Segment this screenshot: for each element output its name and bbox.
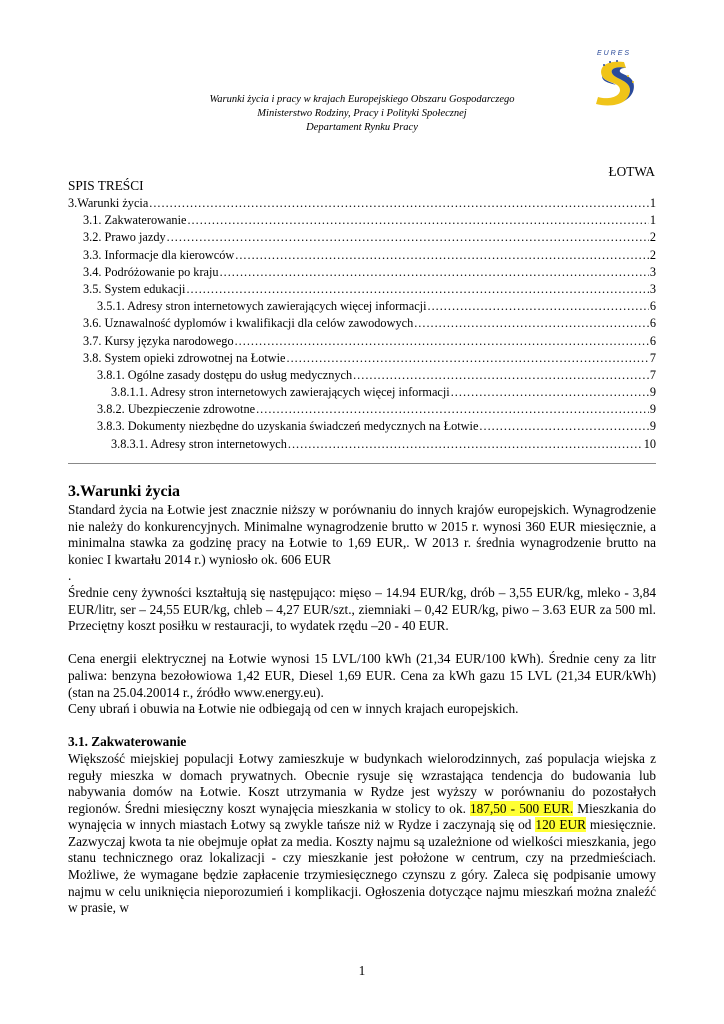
toc-dots — [187, 212, 648, 229]
toc-entry[interactable] — [68, 298, 656, 315]
paragraph — [68, 751, 656, 917]
toc-entry-page: 7 — [649, 367, 656, 382]
toc-entry-page: 2 — [649, 247, 656, 262]
toc-entry[interactable] — [68, 436, 656, 453]
highlighted-text: 187,50 - 500 EUR. — [470, 800, 574, 816]
subsection-heading: 3.1. Zakwaterowanie — [68, 734, 187, 750]
toc-dots — [167, 229, 649, 246]
toc-entry-page: 10 — [643, 436, 656, 451]
toc-entry-label: 3.4. Podróżowanie po kraju — [83, 264, 219, 279]
toc-entry[interactable] — [68, 333, 656, 350]
toc-entry[interactable] — [68, 350, 656, 367]
toc-entry-label: 3.7. Kursy języka narodowego — [83, 333, 234, 348]
toc-entry-label: 3.8.1. Ogólne zasady dostępu do usług medycznych — [97, 367, 353, 382]
header-line-1: Warunki życia i pracy w krajach Europejskiego Obszaru Gospodarczego — [209, 94, 515, 105]
toc-entry-page: 9 — [649, 402, 656, 417]
toc-entry-page: 9 — [649, 419, 656, 434]
toc-dots — [287, 350, 649, 367]
logo-text: EURES — [596, 50, 632, 57]
toc-entry-label: 3.3. Informacje dla kierowców — [83, 247, 235, 262]
toc-entry-page: 9 — [649, 385, 656, 400]
paragraph-dot: . — [68, 568, 72, 584]
table-of-contents — [68, 195, 656, 453]
toc-dots — [414, 315, 649, 332]
text-segment: Mieszkania do wynajęcia w innych miastach Łotwy są zwykle tańsze niż w Rydze i zaczynają się od — [68, 800, 656, 833]
header-line-2: Ministerstwo Rodziny, Pracy i Polityki Społecznej — [257, 108, 467, 119]
toc-entry-label: 3.1. Zakwaterowanie — [83, 213, 187, 228]
paragraph: Standard życia na Łotwie jest znacznie niższy w porównaniu do innych krajów europejskich. Wynagrodzenie nie należy do konkurencyjnych. Minimalne wynagrodzenie brutto w 2015 r. wynosi 360 EUR miesięcznie, a minimalna stawka za godzinę pracy na Łotwie to 1,69 EUR,. W 2013 r. średnia wynagrodzenie brutto na koniec I kwartału 2014 r.) wyniosło ok. 606 EUR — [68, 502, 656, 567]
toc-dots — [451, 384, 649, 401]
toc-entry[interactable] — [68, 212, 656, 229]
toc-entry[interactable] — [68, 384, 656, 401]
toc-dots — [353, 367, 649, 384]
toc-dots — [428, 298, 649, 315]
toc-entry[interactable] — [68, 247, 656, 264]
toc-title: SPIS TREŚCI — [68, 178, 144, 193]
paragraph: Ceny ubrań i obuwia na Łotwie nie odbiegają od cen w innych krajach europejskich. — [68, 701, 519, 717]
toc-entry-label: 3.6. Uznawalność dyplomów i kwalifikacji dla celów zawodowych — [83, 316, 414, 331]
toc-entry-label: 3.8.1.1. Adresy stron internetowych zawierających więcej informacji — [111, 385, 450, 400]
toc-entry[interactable] — [68, 367, 656, 384]
toc-dots — [186, 281, 648, 298]
toc-entry[interactable] — [68, 281, 656, 298]
page-number: 1 — [358, 963, 366, 978]
toc-entry-page: 3 — [649, 281, 656, 296]
toc-entry-label: 3.8.3.1. Adresy stron internetowych — [111, 436, 287, 451]
toc-entry[interactable] — [68, 195, 656, 212]
text-segment: Większość miejskiej populacji Łotwy zamieszkuje w budynkach wielorodzinnych, zaś populacja wiejska z reguły mieszka w domach prywatnych. Obecnie rysuje się wzrastająca tendencja do budowania lub nabywania domów na Łotwie. Koszt utrzymania w Rydze jest wyższy w porównaniu do pozostałych regionów. Średni miesięczny koszt wynajęcia mieszkania w stolicy to ok. — [68, 750, 656, 816]
toc-entry[interactable] — [68, 315, 656, 332]
paragraph: Średnie ceny żywności kształtują się następująco: mięso – 14.94 EUR/kg, drób – 3,55 EUR/kg, mleko - 3,84 EUR/litr, ser – 24,55 EUR/kg, chleb – 4,27 EUR/szt., ziemniaki – 0,42 EUR/kg, piwo – 3.63 EUR za 500 ml. Przeciętny koszt posiłku w restauracji, to wydatek rzędu –20 - 40 EUR. — [68, 584, 656, 634]
toc-dots — [256, 401, 649, 418]
toc-entry[interactable] — [68, 401, 656, 418]
toc-dots — [235, 247, 649, 264]
toc-entry-label: 3.Warunki życia — [68, 196, 149, 210]
country-title: ŁOTWA — [608, 164, 655, 179]
toc-entry-page: 3 — [649, 264, 656, 279]
toc-entry[interactable] — [68, 229, 656, 246]
toc-entry-label: 3.2. Prawo jazdy — [83, 230, 166, 245]
section-heading: 3.Warunki życia — [68, 483, 181, 500]
toc-entry[interactable] — [68, 264, 656, 281]
paragraph: Cena energii elektrycznej na Łotwie wynosi 15 LVL/100 kWh (21,34 EUR/100 kWh). Średnie ceny za litr paliwa: benzyna bezołowiowa 1,42 EUR, Diesel 1,69 EUR. Cena za kWh gazu 15 LVL (21,34 EUR/kWh) (stan na 25.04.20014 r., źródło www.energy.eu). — [68, 651, 656, 700]
toc-dots — [235, 333, 649, 350]
document-body — [68, 482, 656, 917]
toc-dots — [479, 418, 648, 435]
toc-entry-label: 3.8.2. Ubezpieczenie zdrowotne — [97, 402, 256, 417]
toc-entry-label: 3.8. System opieki zdrowotnej na Łotwie — [83, 350, 286, 365]
header-line-3: Departament Rynku Pracy — [306, 122, 418, 133]
toc-entry-page: 1 — [649, 196, 656, 210]
toc-dots — [288, 436, 643, 453]
highlighted-text: 120 EUR — [535, 817, 586, 833]
toc-entry-page: 7 — [649, 350, 656, 365]
toc-dots — [220, 264, 649, 281]
toc-entry-page: 6 — [649, 316, 656, 331]
document-header — [0, 93, 724, 135]
toc-entry[interactable] — [68, 418, 656, 435]
toc-entry-label: 3.8.3. Dokumenty niezbędne do uzyskania świadczeń medycznych na Łotwie — [97, 419, 479, 434]
toc-entry-page: 1 — [649, 213, 656, 228]
toc-entry-page: 6 — [649, 333, 656, 348]
section-divider — [68, 463, 656, 464]
toc-dots — [149, 195, 649, 212]
toc-entry-label: 3.5. System edukacji — [83, 281, 186, 296]
toc-entry-page: 6 — [649, 299, 656, 314]
toc-entry-label: 3.5.1. Adresy stron internetowych zawierających więcej informacji — [97, 299, 427, 314]
text-segment: miesięcznie. Zazwyczaj kwota ta nie obejmuje opłat za media. Koszty najmu są uzależnione od wielkości mieszkania, jego stanu technicznego oraz lokalizacji - czy mieszkanie jest położone w centrum, czy na przedmieściach. Możliwe, że wymagane będzie zapłacenie trzymiesięcznego czynszu z góry. Zaleca się podpisanie umowy najmu w celu uniknięcia nieporozumień i komplikacji. Ogłoszenia dotyczące najmu mieszkań można znaleźć w prasie, w — [68, 817, 656, 916]
toc-entry-page: 2 — [649, 230, 656, 245]
